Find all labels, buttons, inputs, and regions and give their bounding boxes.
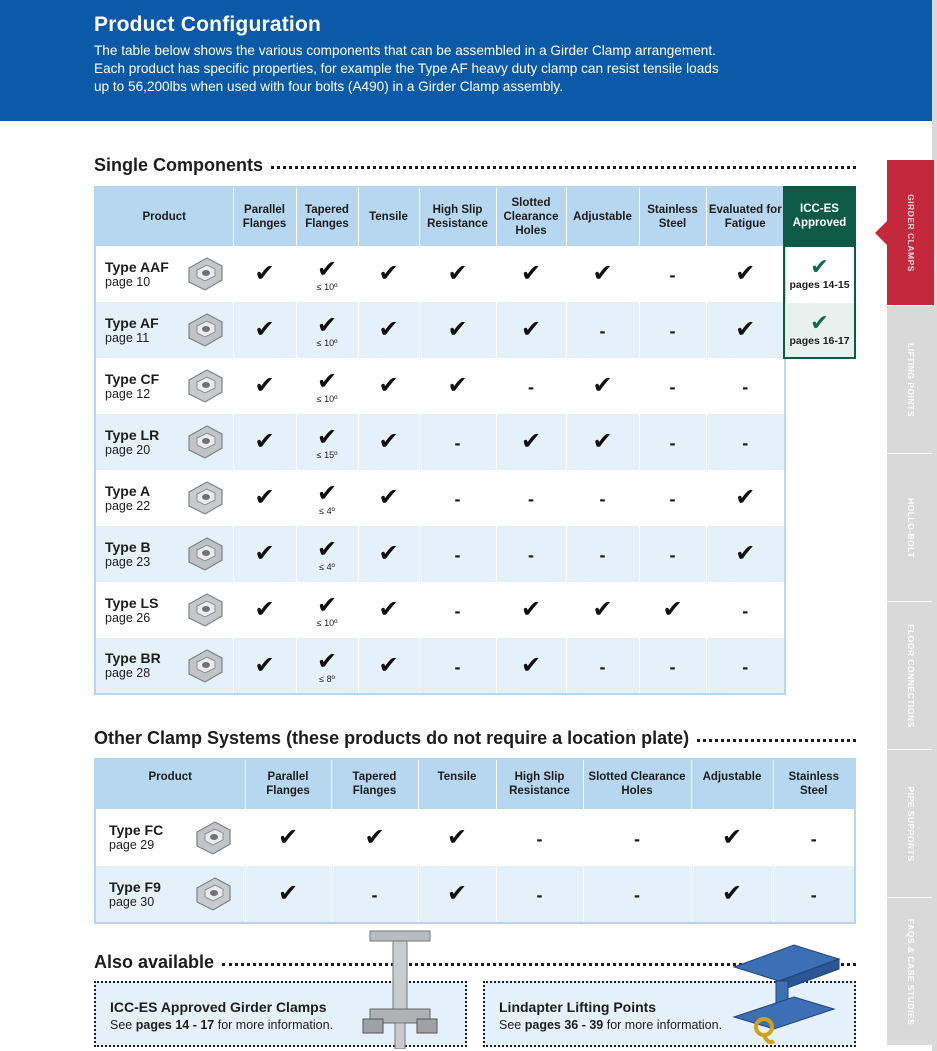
no-mark: - xyxy=(669,377,676,397)
feature-cell xyxy=(296,414,358,470)
feature-cell xyxy=(706,302,785,358)
check-icon: ✔ xyxy=(592,372,613,399)
product-name: Type BR xyxy=(105,650,161,666)
feature-cell xyxy=(233,246,296,302)
feature-cell xyxy=(496,246,566,302)
no-mark: - xyxy=(528,377,534,397)
heading-divider xyxy=(271,166,856,169)
feature-cell xyxy=(566,302,639,358)
icc-pages-label: pages 14-15 xyxy=(789,279,850,291)
feature-cell xyxy=(583,809,691,866)
product-cell xyxy=(95,302,233,358)
product-name: Type CF xyxy=(105,370,160,387)
table-row xyxy=(95,638,785,694)
check-icon: ✔ xyxy=(378,428,399,455)
icc-es-info-box[interactable] xyxy=(94,981,467,1047)
col-parallel-flanges: Parallel Flanges xyxy=(233,187,296,246)
heading-divider xyxy=(697,739,856,742)
feature-cell xyxy=(496,866,583,923)
product-thumbnail-icon xyxy=(185,254,225,294)
col-tensile: Tensile xyxy=(418,759,496,809)
description-line-1: The table below shows the various components that can be assembled in a Girder Clamp arrangement. xyxy=(94,43,716,58)
feature-cell xyxy=(639,470,706,526)
product-name: Type FC xyxy=(109,822,164,838)
product-page: page 23 xyxy=(105,554,151,569)
table-row xyxy=(95,246,785,302)
feature-cell xyxy=(419,414,496,470)
feature-cell xyxy=(296,638,358,694)
feature-cell xyxy=(639,638,706,694)
check-icon: ✔ xyxy=(520,428,542,455)
col-adjustable: Adjustable xyxy=(691,759,773,809)
no-mark: - xyxy=(742,433,749,453)
tab-label: LIFTING POINTS xyxy=(905,342,916,417)
product-thumbnail-icon xyxy=(185,478,225,518)
product-name: Type AAF xyxy=(105,258,169,275)
no-mark: - xyxy=(742,377,749,397)
check-icon: ✔ xyxy=(378,484,399,511)
box-title: Lindapter Lifting Points xyxy=(499,999,657,1015)
taper-limit: ≤ 10º xyxy=(316,618,338,628)
description-line-3: up to 56,200lbs when used with four bolts (A490) in a Girder Clamp assembly. xyxy=(94,79,563,94)
product-page: page 26 xyxy=(105,610,151,625)
table-row xyxy=(95,582,785,638)
feature-cell xyxy=(358,302,419,358)
check-icon: ✔ xyxy=(735,540,756,567)
feature-cell xyxy=(566,246,639,302)
product-name: Type LR xyxy=(105,426,160,443)
no-mark: - xyxy=(742,601,749,621)
product-name: Type B xyxy=(105,538,151,555)
feature-cell xyxy=(639,414,706,470)
feature-cell xyxy=(639,358,706,414)
check-icon: ✔ xyxy=(446,823,468,851)
check-icon: ✔ xyxy=(254,651,275,679)
feature-cell xyxy=(419,526,496,582)
feature-cell xyxy=(496,638,566,694)
feature-cell xyxy=(419,358,496,414)
icc-check-icon: ✔ xyxy=(810,254,829,279)
no-mark: - xyxy=(454,656,461,677)
check-icon: ✔ xyxy=(254,316,275,343)
col-parallel-flanges: Parallel Flanges xyxy=(245,759,331,809)
tab-faqs-case-studies[interactable] xyxy=(887,898,934,1045)
no-mark: - xyxy=(669,321,676,341)
box-text: See pages 14 - 17 for more information. xyxy=(110,1018,334,1032)
check-icon: ✔ xyxy=(735,260,756,287)
feature-cell xyxy=(706,358,785,414)
check-icon: ✔ xyxy=(254,372,275,399)
single-components-heading xyxy=(94,155,856,176)
icc-check-icon: ✔ xyxy=(810,310,829,335)
check-icon: ✔ xyxy=(364,823,385,851)
feature-cell xyxy=(639,246,706,302)
product-thumbnail-icon xyxy=(185,590,225,630)
feature-cell xyxy=(358,526,419,582)
feature-cell xyxy=(233,414,296,470)
feature-cell xyxy=(419,246,496,302)
check-icon: ✔ xyxy=(592,260,613,287)
feature-cell xyxy=(358,638,419,694)
section-tabs xyxy=(887,160,937,1046)
col-slotted: Slotted Clearance Holes xyxy=(496,187,566,246)
product-page: page 28 xyxy=(105,666,151,680)
feature-cell xyxy=(331,809,418,866)
product-name: Type F9 xyxy=(109,878,161,895)
no-mark: - xyxy=(454,601,461,621)
product-page: page 20 xyxy=(105,442,151,457)
product-thumbnail-icon xyxy=(185,646,225,686)
feature-cell xyxy=(419,470,496,526)
feature-cell xyxy=(706,582,785,638)
check-icon: ✔ xyxy=(721,880,743,907)
check-icon: ✔ xyxy=(316,647,338,675)
no-mark: - xyxy=(454,433,461,453)
check-icon: ✔ xyxy=(520,596,542,623)
feature-cell xyxy=(566,526,639,582)
feature-cell xyxy=(496,809,583,866)
product-name: Type AF xyxy=(105,314,159,331)
feature-cell xyxy=(418,866,496,923)
feature-cell xyxy=(419,302,496,358)
no-mark: - xyxy=(669,656,676,677)
feature-cell xyxy=(296,358,358,414)
check-icon: ✔ xyxy=(254,596,275,623)
col-product: Product xyxy=(95,759,245,809)
no-mark: - xyxy=(742,656,749,677)
product-cell xyxy=(95,526,233,582)
no-mark: - xyxy=(528,489,534,509)
check-icon: ✔ xyxy=(316,424,338,451)
col-high-slip: High Slip Resistance xyxy=(496,759,583,809)
feature-cell xyxy=(245,809,331,866)
table-row xyxy=(95,526,785,582)
check-icon: ✔ xyxy=(735,484,756,511)
feature-cell xyxy=(496,582,566,638)
tab-hollo-bolt[interactable] xyxy=(887,454,934,601)
table-row xyxy=(95,414,785,470)
product-cell xyxy=(95,414,233,470)
taper-limit: ≤ 8º xyxy=(319,673,335,684)
no-mark: - xyxy=(454,489,461,509)
product-thumbnail-icon xyxy=(185,422,225,462)
feature-cell xyxy=(233,582,296,638)
single-components-table xyxy=(94,186,786,695)
product-cell xyxy=(95,246,233,302)
feature-cell xyxy=(706,246,785,302)
check-icon: ✔ xyxy=(378,316,399,343)
product-cell xyxy=(95,470,233,526)
feature-cell xyxy=(583,866,691,923)
feature-cell xyxy=(691,809,773,866)
taper-limit: ≤ 10º xyxy=(316,394,338,404)
also-available-title: Also available xyxy=(94,952,215,972)
feature-cell xyxy=(566,414,639,470)
col-tapered-flanges: Tapered Flanges xyxy=(331,759,418,809)
feature-cell xyxy=(419,638,496,694)
col-slotted: Slotted Clearance Holes xyxy=(583,759,691,809)
check-icon: ✔ xyxy=(378,540,399,567)
feature-cell xyxy=(566,582,639,638)
product-name: Type A xyxy=(105,482,151,499)
no-mark: - xyxy=(669,489,676,509)
feature-cell xyxy=(496,414,566,470)
table-row xyxy=(95,866,855,923)
tab-girder-clamps[interactable] xyxy=(887,160,934,305)
check-icon: ✔ xyxy=(378,260,399,287)
product-page: page 22 xyxy=(105,498,151,513)
no-mark: - xyxy=(634,885,640,905)
feature-cell xyxy=(233,358,296,414)
feature-cell xyxy=(296,526,358,582)
col-stainless: Stainless Steel xyxy=(773,759,855,809)
box-text: See pages 36 - 39 for more information. xyxy=(499,1018,723,1032)
no-mark: - xyxy=(669,265,676,285)
product-thumbnail-icon xyxy=(189,818,237,858)
other-systems-title: Other Clamp Systems (these products do not require a location plate) xyxy=(94,728,690,748)
product-cell xyxy=(95,358,233,414)
no-mark: - xyxy=(669,433,676,453)
taper-limit: ≤ 10º xyxy=(316,338,338,348)
single-components-title: Single Components xyxy=(94,155,264,175)
feature-cell xyxy=(706,414,785,470)
feature-cell xyxy=(566,358,639,414)
tab-lifting-points[interactable] xyxy=(887,306,934,453)
check-icon: ✔ xyxy=(254,260,275,287)
tab-pipe-supports[interactable] xyxy=(887,750,934,897)
feature-cell xyxy=(496,470,566,526)
feature-cell xyxy=(691,866,773,923)
feature-cell xyxy=(496,526,566,582)
col-stainless: Stainless Steel xyxy=(639,187,706,246)
feature-cell xyxy=(706,526,785,582)
col-tensile: Tensile xyxy=(358,187,419,246)
feature-cell xyxy=(358,582,419,638)
taper-limit: ≤ 15º xyxy=(316,450,338,460)
box-title: ICC-ES Approved Girder Clamps xyxy=(110,999,327,1015)
product-name: Type LS xyxy=(105,594,159,611)
check-icon: ✔ xyxy=(662,596,683,623)
no-mark: - xyxy=(599,489,606,509)
no-mark: - xyxy=(454,545,461,565)
check-icon: ✔ xyxy=(277,880,299,907)
check-icon: ✔ xyxy=(316,592,338,619)
no-mark: - xyxy=(669,545,676,565)
description-line-2: Each product has specific properties, for example the Type AF heavy duty clamp can resist tensile loads xyxy=(94,61,719,76)
other-systems-heading xyxy=(94,728,856,749)
check-icon: ✔ xyxy=(520,316,542,343)
taper-limit: ≤ 10º xyxy=(316,282,338,292)
feature-cell xyxy=(496,302,566,358)
check-icon: ✔ xyxy=(316,536,338,563)
check-icon: ✔ xyxy=(721,823,743,851)
no-mark: - xyxy=(810,828,817,849)
product-page: page 29 xyxy=(109,838,155,852)
check-icon: ✔ xyxy=(446,880,468,907)
feature-cell xyxy=(331,866,418,923)
product-cell xyxy=(95,638,233,694)
no-mark: - xyxy=(528,545,534,565)
check-icon: ✔ xyxy=(447,372,468,399)
tab-label: GIRDER CLAMPS xyxy=(905,193,916,272)
feature-cell xyxy=(639,302,706,358)
col-high-slip: High Slip Resistance xyxy=(419,187,496,246)
product-cell xyxy=(95,866,245,923)
product-thumbnail-icon xyxy=(185,534,225,574)
icc-es-header: ICC-ES Approved xyxy=(783,186,856,247)
page-description xyxy=(94,42,784,96)
tab-label: FLOOR CONNECTIONS xyxy=(905,623,916,728)
check-icon: ✔ xyxy=(520,651,542,679)
check-icon: ✔ xyxy=(447,316,468,343)
product-thumbnail-icon xyxy=(185,366,225,406)
taper-limit: ≤ 4º xyxy=(319,506,335,516)
feature-cell xyxy=(233,302,296,358)
check-icon: ✔ xyxy=(735,316,756,343)
check-icon: ✔ xyxy=(592,596,613,623)
feature-cell xyxy=(245,866,331,923)
product-cell xyxy=(95,809,245,866)
taper-limit: ≤ 4º xyxy=(319,562,335,572)
product-page: page 10 xyxy=(105,274,151,289)
lifting-points-info-box[interactable] xyxy=(483,981,856,1047)
table-row xyxy=(95,302,785,358)
no-mark: - xyxy=(599,321,606,341)
product-page: page 11 xyxy=(105,330,150,345)
table-header-row xyxy=(95,187,785,246)
tab-label: FAQS & CASE STUDIES xyxy=(905,918,916,1025)
feature-cell xyxy=(233,526,296,582)
icc-pages-label: pages 16-17 xyxy=(789,335,850,347)
feature-cell xyxy=(639,526,706,582)
product-thumbnail-icon xyxy=(185,310,225,350)
page-title: Product Configuration xyxy=(94,13,322,36)
other-clamp-systems-table xyxy=(94,758,856,924)
girder-clamp-illustration xyxy=(355,929,445,1049)
feature-cell xyxy=(233,470,296,526)
check-icon: ✔ xyxy=(316,256,338,283)
feature-cell xyxy=(706,470,785,526)
check-icon: ✔ xyxy=(520,260,542,287)
product-page: page 30 xyxy=(109,894,155,909)
feature-cell xyxy=(706,638,785,694)
check-icon: ✔ xyxy=(254,484,275,511)
header-banner xyxy=(0,0,934,121)
product-page: page 12 xyxy=(105,386,151,401)
col-fatigue: Evaluated for Fatigue xyxy=(706,187,785,246)
table-row xyxy=(95,470,785,526)
col-product: Product xyxy=(95,187,233,246)
feature-cell xyxy=(773,809,855,866)
feature-cell xyxy=(358,358,419,414)
icc-es-column xyxy=(783,186,856,359)
no-mark: - xyxy=(371,885,378,905)
check-icon: ✔ xyxy=(592,428,613,455)
check-icon: ✔ xyxy=(316,480,338,507)
col-tapered-flanges: Tapered Flanges xyxy=(296,187,358,246)
feature-cell xyxy=(496,358,566,414)
no-mark: - xyxy=(536,885,543,905)
product-thumbnail-icon xyxy=(189,874,237,914)
icc-es-cell xyxy=(783,247,856,303)
feature-cell xyxy=(419,582,496,638)
feature-cell xyxy=(296,302,358,358)
check-icon: ✔ xyxy=(378,372,399,399)
feature-cell xyxy=(566,470,639,526)
feature-cell xyxy=(639,582,706,638)
feature-cell xyxy=(358,246,419,302)
check-icon: ✔ xyxy=(254,428,275,455)
product-cell xyxy=(95,582,233,638)
tab-label: HOLLO-BOLT xyxy=(905,497,916,558)
check-icon: ✔ xyxy=(378,596,399,623)
feature-cell xyxy=(358,414,419,470)
tab-floor-connections[interactable] xyxy=(887,602,934,749)
feature-cell xyxy=(296,470,358,526)
check-icon: ✔ xyxy=(277,823,299,851)
no-mark: - xyxy=(810,885,817,905)
feature-cell xyxy=(418,809,496,866)
no-mark: - xyxy=(634,828,640,849)
feature-cell xyxy=(296,246,358,302)
tab-label: PIPE SUPPORTS xyxy=(905,786,916,861)
check-icon: ✔ xyxy=(254,540,275,567)
no-mark: - xyxy=(599,545,606,565)
feature-cell xyxy=(296,582,358,638)
col-adjustable: Adjustable xyxy=(566,187,639,246)
no-mark: - xyxy=(599,656,606,677)
feature-cell xyxy=(358,470,419,526)
feature-cell xyxy=(233,638,296,694)
check-icon: ✔ xyxy=(316,368,338,395)
no-mark: - xyxy=(536,828,543,849)
lifting-point-illustration xyxy=(724,937,844,1049)
feature-cell xyxy=(566,638,639,694)
icc-es-cell xyxy=(783,303,856,359)
check-icon: ✔ xyxy=(378,651,399,679)
table-row xyxy=(95,809,855,866)
table-row xyxy=(95,358,785,414)
table-header-row xyxy=(95,759,855,809)
check-icon: ✔ xyxy=(316,312,338,339)
feature-cell xyxy=(773,866,855,923)
check-icon: ✔ xyxy=(447,260,468,287)
